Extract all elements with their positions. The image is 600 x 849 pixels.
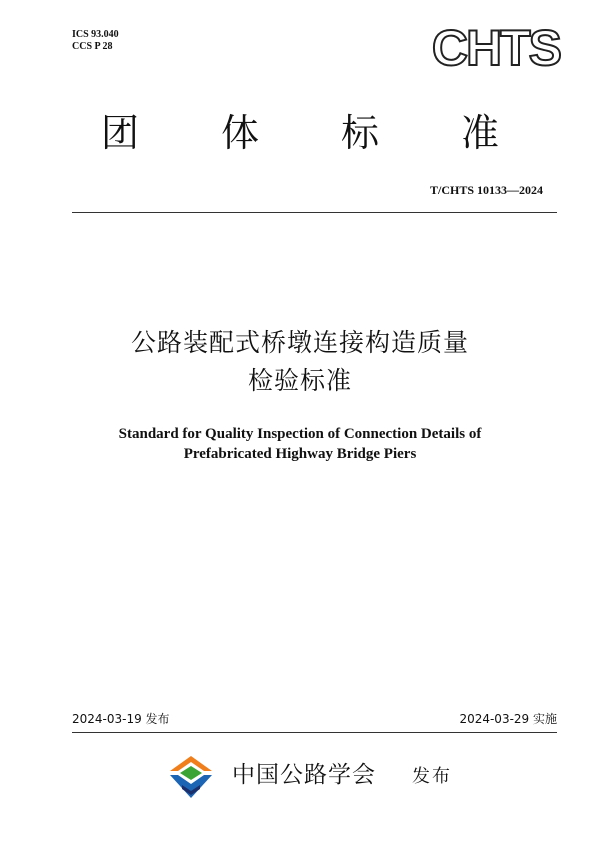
implementation-date: 2024-03-29 实施 bbox=[459, 712, 557, 726]
publisher-name: 中国公路学会 bbox=[232, 762, 376, 788]
title-chinese-line1: 公路装配式桥墩连接构造质量 bbox=[130, 328, 469, 357]
issue-date: 2024-03-19 发布 bbox=[72, 712, 170, 726]
document-type-heading: 团体标准 bbox=[100, 111, 581, 155]
ics-code: ICS 93.040 bbox=[72, 29, 119, 40]
title-english-line1: Standard for Quality Inspection of Connection Details of bbox=[118, 426, 482, 442]
publisher-logo-icon bbox=[168, 754, 214, 800]
standard-number: T/CHTS 10133—2024 bbox=[429, 183, 543, 197]
org-code-logo: CHTS bbox=[431, 20, 560, 76]
logo-diamond-mark bbox=[180, 766, 202, 780]
publish-label: 发布 bbox=[412, 766, 452, 787]
bottom-divider bbox=[72, 732, 557, 733]
ccs-code: CCS P 28 bbox=[72, 41, 113, 52]
title-chinese-line2: 检验标准 bbox=[247, 366, 352, 395]
title-english-line2: Prefabricated Highway Bridge Piers bbox=[183, 446, 417, 462]
top-divider bbox=[72, 212, 557, 213]
